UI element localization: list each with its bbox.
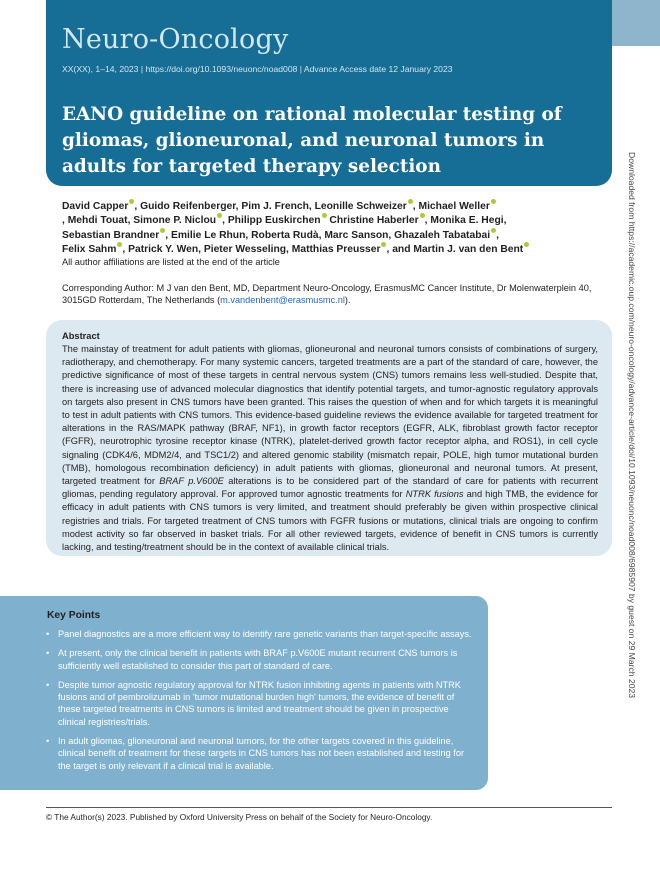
orcid-icon[interactable] (129, 199, 134, 204)
orcid-icon[interactable] (524, 242, 529, 247)
author-line-4: Felix Sahm , Patrick Y. Wen, Pieter Wesseling, Matthias Preusser , and Martin J. van den Bent (62, 242, 607, 256)
orcid-icon[interactable] (117, 242, 122, 247)
orcid-icon[interactable] (491, 199, 496, 204)
orcid-icon[interactable] (420, 213, 425, 218)
author-list (62, 199, 607, 257)
author-line-1: David Capper , Guido Reifenberger, Pim J. French, Leonille Schweizer , Michael Weller (62, 199, 607, 213)
bullet-icon: • (46, 679, 50, 690)
affiliations-note: All author affiliations are listed at the end of the article (62, 257, 280, 267)
orcid-icon[interactable] (381, 242, 386, 247)
key-point-item: • In adult gliomas, glioneuronal and neuronal tumors, for the other targets covered in this guideline, clinical benefit of treatment for these targets in CNS tumors has not been established and testing for the target is only relevant if a clinical trial is available. (46, 736, 465, 771)
gene-term: NTRK fusions (405, 489, 464, 500)
bullet-icon: • (46, 648, 50, 659)
download-note: Downloaded from https://academic.oup.com/neuro-oncology/advance-article/doi/10.1093/neuonc/noad008/6985907 by guest on 29 March 2023 (627, 152, 637, 699)
bullet-icon: • (46, 629, 50, 639)
citation-line: XX(XX), 1–14, 2023 | https://doi.org/10.1093/neuonc/noad008 | Advance Access date 12 January 2023 (62, 64, 453, 74)
key-point-item: • Panel diagnostics are a more efficient way to identify rare genetic variants than target-specific assays. (46, 629, 472, 639)
abstract-text: The mainstay of treatment for adult patients with gliomas, glioneuronal and neuronal tumors consists of combinations of surgery, radiotherapy, and chemotherapy. For many systemic cancers, targeted treatments are a part of the standard of care, however, the predictive significance of most of these targets in central nervous system (CNS) tumors remains less well-studied. Despite that, there is increasing use of advanced molecular diagnostics that identify potential targets, and tumor-agnostic regulatory approvals on targets also present in CNS tumors have been granted. This raises the question of when and for which targets it is meaningful to test in adult patients with CNS tumors. This evidence-based guideline reviews the evidence available for targeted treatment for alterations in the RAS/MAPK pathway (BRAF, NF1), in growth factor receptors (EGFR, ALK, fibroblast growth factor receptor (FGFR), neurotrophic tyrosine receptor kinase (NTRK), platelet-derived growth factor receptor alpha, and ROS1), in cell cycle signaling (CDK4/6, MDM2/4, and TSC1/2) and altered genomic stability (mismatch repair, POLE, high tumor mutational burden (TMB), homologous recombination deficiency) in adult patients with gliomas, glioneuronal and neuronal tumors. At present, targeted treatment for BRAF p.V600E alterations is to be considered part of the standard of care for patients with recurrent gliomas, pending regulatory approval. For approved tumor agnostic treatments for NTRK fusions and high TMB, the evidence for efficacy in adult patients with CNS tumors is very limited, and treatment should preferably be given within prospective clinical registries and trials. For targeted treatment of CNS tumors with FGFR fusions or mutations, clinical trials are ongoing to confirm modest activity so far observed in basket trials. For all other reviewed targets, evidence of benefit in CNS tumors is currently lacking, and testing/treatment should be in the context of available clinical trials. (62, 344, 598, 553)
key-points-list (46, 628, 476, 779)
journal-header (46, 0, 612, 186)
key-point-item: • Despite tumor agnostic regulatory approval for NTRK fusion inhibiting agents in patients with NTRK fusions and of pembrolizumab in 'tumor mutational burden high' tumors, the evidence of benefit of these targeted treatments in CNS tumors is limited and treatment should be given in prospective clinical registries/trials. (46, 679, 461, 727)
bullet-icon: • (46, 736, 50, 747)
orcid-icon[interactable] (160, 228, 165, 233)
orcid-icon[interactable] (322, 213, 327, 218)
copyright-notice: © The Author(s) 2023. Published by Oxford University Press on behalf of the Society for Neuro-Oncology. (46, 812, 433, 822)
gene-term: BRAF p.V600E (159, 476, 224, 487)
abstract-heading: Abstract (62, 331, 100, 341)
author-line-3: Sebastian Brandner , Emilie Le Rhun, Roberta Rudà, Marc Sanson, Ghazaleh Tabatabai , (62, 229, 499, 241)
article-title: EANO guideline on rational molecular testing of gliomas, glioneuronal, and neuronal tumors in adults for targeted therapy selection (62, 104, 562, 177)
key-points-heading: Key Points (47, 610, 101, 621)
email-link[interactable]: m.vandenbent@erasmusmc.nl (220, 295, 345, 305)
orcid-icon[interactable] (491, 228, 496, 233)
journal-name: Neuro-Oncology (62, 24, 289, 55)
orcid-icon[interactable] (408, 199, 413, 204)
author-line-2: , Mehdi Touat, Simone P. Niclou , Philipp Euskirchen Christine Haberler , Monika E. Hegi, (62, 215, 507, 227)
footer-divider (46, 807, 612, 808)
orcid-icon[interactable] (217, 213, 222, 218)
corresponding-author: Corresponding Author: M J van den Bent, MD, Department Neuro-Oncology, ErasmusMC Cancer Institute, Dr Molenwaterplein 40, 3015GD Rotterdam, The Netherlands (m.vandenbent@erasmusmc.nl). (62, 283, 592, 305)
key-point-item: • At present, only the clinical benefit in patients with BRAF p.V600E mutant recurrent CNS tumors is sufficiently well established to consider this part of standard of care. (46, 648, 458, 671)
